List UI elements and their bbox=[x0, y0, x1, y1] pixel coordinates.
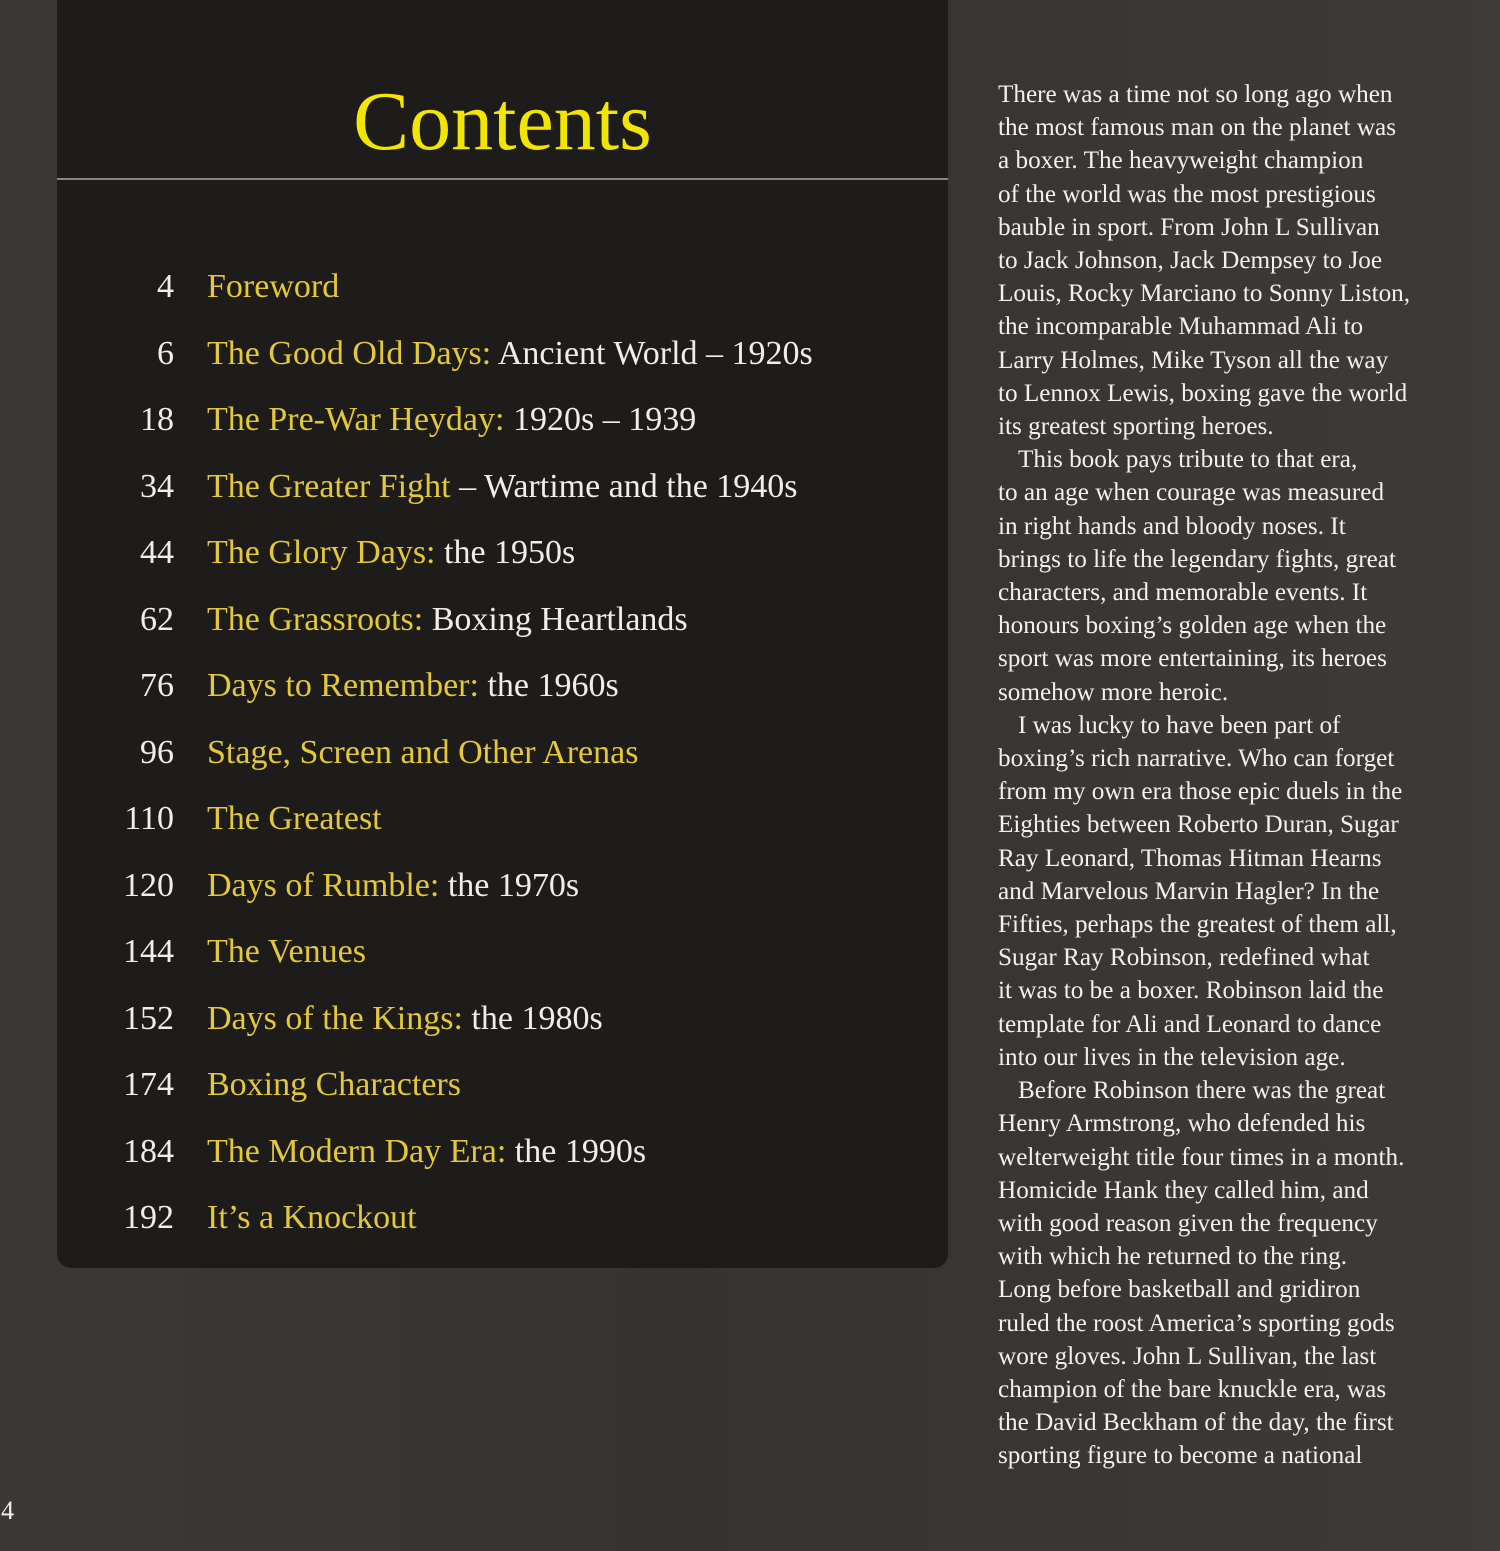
toc-page-number: 144 bbox=[123, 933, 174, 970]
toc-entry[interactable] bbox=[57, 857, 948, 924]
toc-entry-title bbox=[207, 657, 619, 715]
toc-entry[interactable] bbox=[57, 724, 948, 791]
toc-chapter-title: It’s a Knockout bbox=[207, 1199, 417, 1236]
foreword-line: Henry Armstrong, who defended his bbox=[998, 1110, 1366, 1138]
toc-chapter-title: Days to Remember: bbox=[207, 667, 479, 704]
toc-entry[interactable] bbox=[57, 1123, 948, 1190]
foreword-line: Homicide Hank they called him, and bbox=[998, 1176, 1369, 1204]
toc-page-number: 44 bbox=[140, 534, 174, 571]
toc-chapter-title: The Greater Fight bbox=[207, 467, 451, 505]
toc-entry[interactable] bbox=[57, 1056, 948, 1123]
toc-entry[interactable] bbox=[57, 325, 948, 392]
toc-list bbox=[57, 258, 948, 1256]
foreword-line: This book pays tribute to that era, bbox=[1018, 446, 1358, 474]
toc-entry[interactable] bbox=[57, 990, 948, 1057]
foreword-line: its greatest sporting heroes. bbox=[998, 413, 1274, 441]
contents-title: Contents bbox=[353, 75, 652, 168]
toc-page-number: 34 bbox=[140, 467, 174, 505]
foreword-line: welterweight title four times in a month. bbox=[998, 1143, 1405, 1171]
toc-entry[interactable] bbox=[57, 657, 948, 724]
foreword-line: wore gloves. John L Sullivan, the last bbox=[998, 1342, 1377, 1370]
toc-chapter-subtitle: 1920s – 1939 bbox=[504, 401, 697, 438]
toc-entry-title bbox=[207, 1189, 417, 1247]
foreword-paragraph bbox=[998, 78, 1448, 443]
foreword-paragraph bbox=[998, 709, 1448, 1074]
foreword-paragraph bbox=[998, 443, 1448, 709]
toc-chapter-title: The Modern Day Era: bbox=[207, 1132, 507, 1170]
foreword-line: characters, and memorable events. It bbox=[998, 579, 1368, 607]
toc-entry-title bbox=[207, 923, 366, 981]
foreword-line: Eighties between Roberto Duran, Sugar bbox=[998, 811, 1399, 839]
foreword-paragraph bbox=[998, 1074, 1448, 1472]
toc-chapter-subtitle: Ancient World – 1920s bbox=[491, 334, 813, 372]
foreword-line: the most famous man on the planet was bbox=[998, 114, 1397, 142]
toc-chapter-subtitle: the 1990s bbox=[506, 1132, 647, 1170]
toc-chapter-title: Foreword bbox=[207, 268, 340, 305]
toc-page-number: 6 bbox=[157, 334, 174, 372]
foreword-line: a boxer. The heavyweight champion bbox=[998, 147, 1364, 175]
toc-entry-title bbox=[207, 857, 579, 915]
toc-entry[interactable] bbox=[57, 923, 948, 990]
foreword-line: and Marvelous Marvin Hagler? In the bbox=[998, 877, 1380, 905]
foreword-line: template for Ali and Leonard to dance bbox=[998, 1010, 1382, 1038]
foreword-line: into our lives in the television age. bbox=[998, 1043, 1346, 1071]
toc-entry[interactable] bbox=[57, 1189, 948, 1256]
toc-page-number: 62 bbox=[140, 600, 174, 638]
foreword-line: honours boxing’s golden age when the bbox=[998, 612, 1387, 640]
toc-chapter-subtitle: the 1970s bbox=[439, 866, 580, 904]
foreword-line: Sugar Ray Robinson, redefined what bbox=[998, 944, 1370, 972]
toc-chapter-subtitle: the 1980s bbox=[462, 999, 603, 1037]
toc-entry-title bbox=[207, 258, 339, 316]
toc-entry[interactable] bbox=[57, 790, 948, 857]
toc-chapter-title: The Venues bbox=[207, 933, 366, 970]
toc-chapter-title: Boxing Characters bbox=[207, 1066, 461, 1103]
toc-chapter-title: The Good Old Days: bbox=[207, 334, 492, 372]
toc-entry[interactable] bbox=[57, 391, 948, 458]
toc-page-number: 96 bbox=[140, 733, 174, 771]
toc-chapter-title: The Greatest bbox=[207, 800, 382, 837]
toc-entry[interactable] bbox=[57, 258, 948, 325]
foreword-line: the incomparable Muhammad Ali to bbox=[998, 313, 1364, 341]
toc-chapter-subtitle: Boxing Heartlands bbox=[423, 600, 688, 638]
toc-entry-title bbox=[207, 524, 575, 582]
foreword-line: the David Beckham of the day, the first bbox=[998, 1409, 1394, 1437]
toc-page-number: 120 bbox=[123, 866, 174, 904]
foreword-line: to Jack Johnson, Jack Dempsey to Joe bbox=[998, 247, 1383, 275]
toc-entry-title bbox=[207, 325, 813, 383]
toc-chapter-title: Days of the Kings: bbox=[207, 999, 463, 1037]
toc-page-number: 152 bbox=[123, 999, 174, 1037]
toc-chapter-subtitle: the 1960s bbox=[478, 667, 619, 704]
toc-entry-title bbox=[207, 458, 798, 516]
toc-chapter-title: Stage, Screen and Other Arenas bbox=[207, 733, 639, 771]
toc-entry-title bbox=[207, 1123, 646, 1181]
foreword-line: with good reason given the frequency bbox=[998, 1209, 1378, 1237]
toc-chapter-title: The Grassroots: bbox=[207, 600, 424, 638]
toc-page-number: 76 bbox=[140, 667, 174, 704]
foreword-line: champion of the bare knuckle era, was bbox=[998, 1375, 1387, 1403]
toc-chapter-title: The Glory Days: bbox=[207, 534, 436, 571]
toc-page-number: 18 bbox=[140, 401, 174, 438]
foreword-line: it was to be a boxer. Robinson laid the bbox=[998, 977, 1384, 1005]
foreword-line: boxing’s rich narrative. Who can forget bbox=[998, 745, 1395, 773]
foreword-line: somehow more heroic. bbox=[998, 678, 1229, 706]
foreword-line: Long before basketball and gridiron bbox=[998, 1276, 1361, 1304]
foreword-line: There was a time not so long ago when bbox=[998, 81, 1393, 108]
toc-page-number: 110 bbox=[124, 800, 174, 837]
foreword-line: I was lucky to have been part of bbox=[1018, 711, 1341, 739]
toc-page-number: 174 bbox=[123, 1066, 174, 1103]
toc-entry-title bbox=[207, 1056, 461, 1114]
toc-chapter-title: The Pre-War Heyday: bbox=[207, 401, 505, 438]
page-number: 4 bbox=[1, 1496, 14, 1525]
toc-page-number: 4 bbox=[157, 268, 174, 305]
foreword-line: Fifties, perhaps the greatest of them all, bbox=[998, 911, 1397, 939]
foreword-line: of the world was the most prestigious bbox=[998, 180, 1376, 208]
toc-entry-title bbox=[207, 591, 688, 649]
toc-chapter-subtitle: the 1950s bbox=[435, 534, 576, 571]
foreword-line: to an age when courage was measured bbox=[998, 479, 1385, 507]
foreword-line: Before Robinson there was the great bbox=[1018, 1077, 1386, 1105]
foreword-line: from my own era those epic duels in the bbox=[998, 778, 1403, 806]
foreword-line: Louis, Rocky Marciano to Sonny Liston, bbox=[998, 280, 1411, 308]
title-divider bbox=[57, 178, 948, 180]
toc-page-number: 184 bbox=[123, 1132, 174, 1170]
toc-entry[interactable] bbox=[57, 591, 948, 658]
foreword-line: ruled the roost America’s sporting gods bbox=[998, 1309, 1395, 1337]
foreword-line: bauble in sport. From John L Sullivan bbox=[998, 213, 1380, 241]
foreword-line: brings to life the legendary fights, great bbox=[998, 545, 1396, 573]
toc-entry[interactable] bbox=[57, 524, 948, 591]
foreword-line: to Lennox Lewis, boxing gave the world bbox=[998, 379, 1408, 407]
toc-entry-title bbox=[207, 790, 382, 848]
toc-entry-title bbox=[207, 724, 638, 782]
foreword-line: sporting figure to become a national bbox=[998, 1442, 1363, 1470]
toc-entry[interactable] bbox=[57, 458, 948, 525]
foreword-line: sport was more entertaining, its heroes bbox=[998, 645, 1387, 673]
toc-chapter-title: Days of Rumble: bbox=[207, 866, 440, 904]
foreword-line: Ray Leonard, Thomas Hitman Hearns bbox=[998, 844, 1382, 872]
toc-page-number: 192 bbox=[123, 1199, 174, 1236]
foreword-line: in right hands and bloody noses. It bbox=[998, 512, 1346, 540]
foreword-line: with which he returned to the ring. bbox=[998, 1243, 1348, 1271]
toc-entry-title bbox=[207, 990, 603, 1048]
toc-entry-title bbox=[207, 391, 696, 449]
foreword-text bbox=[998, 78, 1448, 1473]
toc-chapter-subtitle: – Wartime and the 1940s bbox=[450, 467, 798, 505]
foreword-line: Larry Holmes, Mike Tyson all the way bbox=[998, 346, 1389, 374]
contents-panel bbox=[57, 0, 948, 1268]
